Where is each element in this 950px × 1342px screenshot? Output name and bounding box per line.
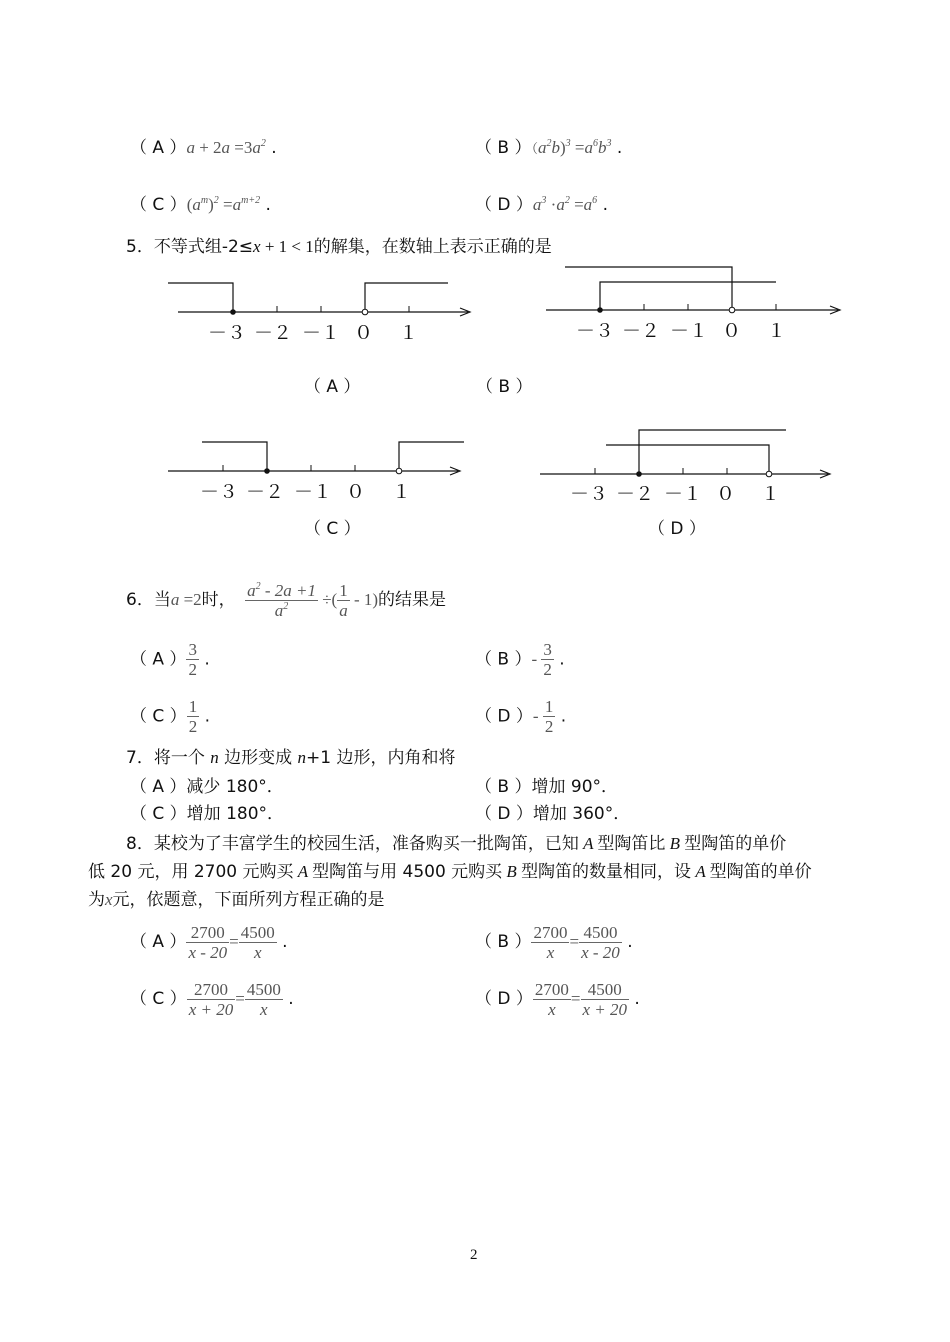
tick-label: ０ — [354, 323, 374, 344]
q7-stem: 7．将一个 n 边形变成 n+1 边形，内角和将 — [126, 748, 456, 768]
tick-label: ０ — [716, 484, 736, 505]
fraction: $\frac{a^2 - 2a +1}{a^2}$ — [247, 580, 316, 620]
open-point — [766, 471, 772, 477]
open-point — [729, 307, 735, 313]
number-line-d — [536, 422, 846, 504]
figure-label-c: （ C ） — [304, 519, 361, 539]
fraction: $\frac{1}{2}$ — [544, 697, 554, 736]
q7-option-b: （ B ）增加 90°． — [475, 777, 619, 797]
q5-stem: 5．不等式组-2≤x + 1 < 1的解集，在数轴上表示正确的是 — [126, 237, 552, 257]
fraction: $\frac{2700}{x - 20}$ — [188, 922, 228, 962]
figure-label-a: （ A ） — [304, 377, 361, 397]
q8-stem-line-3: 为x元，依题意，下面所列方程正确的是 — [88, 890, 385, 910]
fraction: $\frac{4500}{x + 20}$ — [582, 979, 628, 1019]
fraction: $\frac{1}{a}$ — [339, 580, 348, 620]
q4-option-d: （ D ）$a^3 \cdot a^2 =a^6$ . — [475, 195, 608, 215]
figure-label-b: （ B ） — [476, 377, 533, 397]
tick-label: －２ — [254, 323, 293, 344]
tick-label: －３ — [570, 484, 609, 505]
q8-option-d: （ D ） $\frac{2700}{x}$ = $\frac{4500}{x + 20}$ . — [475, 979, 640, 1019]
tick-label: －２ — [616, 484, 655, 505]
number-line-a — [160, 270, 480, 350]
tick-label: １ — [767, 321, 787, 342]
solid-point — [230, 309, 236, 315]
option-label: （ C ） — [130, 195, 187, 215]
range-right — [639, 430, 786, 474]
tick-label: －３ — [576, 321, 615, 342]
tick-label: －３ — [208, 323, 247, 344]
q4-option-b: （ B ）$(a^2b)^3 =a^6b^3$ . — [475, 138, 623, 158]
q7-option-c: （ C ）增加 180°． — [130, 804, 285, 824]
fraction: $\frac{2700}{x + 20}$ — [188, 979, 234, 1019]
q4-option-a: （ A ）$a + 2a =3a^2$ . — [130, 138, 277, 158]
option-label: （ D ） — [475, 195, 533, 215]
math-expr: $a + 2a =3a^2$ — [186, 138, 266, 157]
tick-label: －２ — [622, 321, 661, 342]
q7-option-a: （ A ）减少 180°． — [130, 777, 284, 797]
q8-stem-line-2: 低 20 元，用 2700 元购买 A 型陶笛与用 4500 元购买 B 型陶笛的数量相同，设 A 型陶笛的单价 — [88, 862, 812, 882]
page-number: 2 — [470, 1247, 478, 1263]
figure-label-d: （ D ） — [648, 519, 706, 539]
tick-label: ０ — [722, 321, 742, 342]
fraction: $\frac{4500}{x}$ — [240, 922, 275, 962]
math-expr: $(a^2b)^3 =a^6b^3$ — [531, 138, 612, 157]
tick-label: １ — [392, 482, 412, 503]
q8-stem-line-1: 8．某校为了丰富学生的校园生活，准备购买一批陶笛，已知 A 型陶笛比 B 型陶笛的单价 — [126, 834, 787, 854]
tick-label: １ — [399, 323, 419, 344]
q6-option-a: （ A ） $\frac{3}{2}$ . — [130, 640, 210, 679]
fraction: $\frac{2700}{x}$ — [534, 979, 569, 1019]
fraction: $\frac{3}{2}$ — [543, 640, 552, 679]
tick-label: １ — [761, 484, 781, 505]
tick-label: －３ — [200, 482, 239, 503]
range-left — [168, 283, 233, 312]
range-left — [565, 267, 732, 310]
fraction: $\frac{4500}{x}$ — [246, 979, 281, 1019]
number-line-c — [160, 430, 480, 510]
range-left — [202, 442, 267, 471]
math-expr: $a^3 \cdot a^2 =a^6$ — [532, 195, 598, 214]
tick-label: ０ — [346, 482, 366, 503]
open-point — [362, 309, 368, 315]
tick-label: －２ — [246, 482, 285, 503]
fraction: $\frac{2700}{x}$ — [533, 922, 568, 962]
tick-label: －１ — [670, 321, 709, 342]
solid-point — [264, 468, 270, 474]
fraction: $\frac{1}{2}$ — [188, 697, 198, 736]
q8-option-c: （ C ） $\frac{2700}{x + 20}$ = $\frac{4500}{x}$ . — [130, 979, 294, 1019]
q6-option-c: （ C ） $\frac{1}{2}$ . — [130, 697, 210, 736]
q4-option-c: （ C ）$(a^m)^2 =a^{m+2}$ . — [130, 195, 271, 215]
solid-point — [597, 307, 603, 313]
math-expr: $(a^m)^2 =a^{m+2}$ — [186, 195, 261, 214]
q7-option-d: （ D ）增加 360°． — [475, 804, 631, 824]
open-point — [396, 468, 402, 474]
range-left — [606, 445, 769, 474]
q8-option-a: （ A ） $\frac{2700}{x - 20}$ = $\frac{4500}{x}$ . — [130, 922, 288, 962]
q8-option-b: （ B ） $\frac{2700}{x}$ = $\frac{4500}{x - 20}$ . — [475, 922, 633, 962]
fraction: $\frac{4500}{x - 20}$ — [581, 922, 620, 962]
q6-option-b: （ B ）- $\frac{3}{2}$ . — [475, 640, 565, 679]
range-right — [399, 442, 464, 471]
q6-option-d: （ D ）- $\frac{1}{2}$ . — [475, 697, 567, 736]
option-label: （ A ） — [130, 138, 187, 158]
q6-stem: 6．当a =2时， $\frac{a^2 - 2a +1}{a^2}$ ÷( $\frac{1}{a}$ - 1)的结果是 — [126, 580, 447, 620]
number-line-b — [540, 260, 850, 340]
tick-label: －１ — [294, 482, 333, 503]
tick-label: －１ — [302, 323, 341, 344]
fraction: $\frac{3}{2}$ — [188, 640, 197, 679]
option-label: （ B ） — [475, 138, 532, 158]
solid-point — [636, 471, 642, 477]
tick-label: －１ — [664, 484, 703, 505]
range-right — [365, 283, 448, 312]
